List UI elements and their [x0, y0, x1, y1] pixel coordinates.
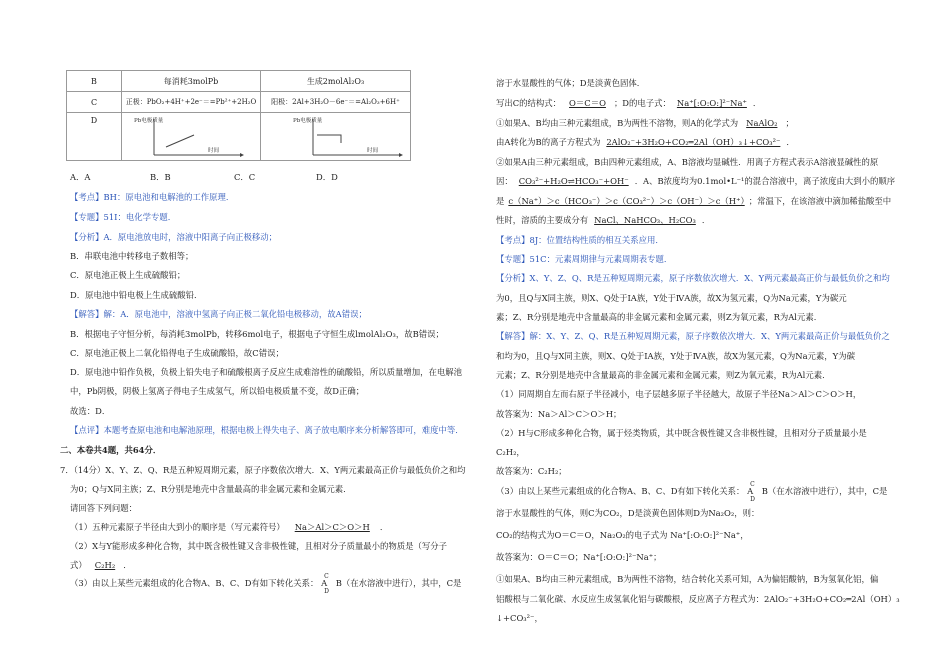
electron-formula: Na⁺[:O:O:]²⁻Na⁺: [583, 552, 654, 562]
transform-arrow: [321, 573, 333, 595]
r2-mid: ；D的电子式：: [613, 98, 671, 108]
r26: ①如果A、B均由三种元素组成，B为两性不溶物，结合转化关系可知，A为偏铝酸钠，B为氢氧化铝，偏: [496, 574, 879, 584]
q1: （1）五种元素原子半径由大到小的顺序是（写元素符号） Na＞Al＞C＞O＞H ．: [70, 522, 389, 532]
r4-answer: 2AlO₂⁻+3H₂O+CO₂═2Al（OH）₃↓+CO₃²⁻: [606, 137, 781, 147]
r12: 为0，且Q与X同主族，则X、Q处于ⅠA族，Y处于ⅣA族，故X为氢元素，Q为Na元素，Y为碳元: [496, 293, 847, 303]
choice-b: B．B: [150, 172, 171, 182]
jieda-c: C．原电池正极上二氧化铅得电子生成硫酸铅，故C错误；: [70, 348, 284, 358]
r9: 【考点】8J：位置结构性质的相互关系应用．: [496, 235, 664, 245]
q2-text: 式）: [70, 560, 87, 570]
table-row: [67, 71, 411, 92]
electron-formula: Na⁺[:O:O:]²⁻Na⁺: [676, 98, 747, 108]
q2-line2: 式） C₂H₂ ．: [70, 560, 132, 570]
arrow-a: A: [321, 578, 328, 588]
r3: ①如果A、B均由三种元素组成，B为两性不溶物，则A的化学式为 NaAlO₂ ；: [496, 118, 794, 128]
graph-ylabel: Pb电极质量: [293, 118, 323, 124]
r8-answer: NaCl、NaHCO₃、H₂CO₃: [594, 215, 696, 225]
fenxi-b: B．串联电池中转移电子数相等；: [70, 251, 194, 261]
r3-answer: NaAlO₂: [746, 118, 778, 128]
options-table: [66, 70, 411, 161]
jieda-d1: D．原电池中铅作负极，负极上铅失电子和硫酸根离子反应生成难溶性的硫酸铅，所以质量增加，在电解池: [70, 367, 462, 377]
r17: （1）同周期自左而右原子半径减小，电子层越多原子半径越大，故原子半径Na＞Al＞C＞O＞H，: [496, 389, 862, 399]
cell-b: 生成2molAl₂O₃: [261, 71, 411, 92]
r10: 【专题】51C：元素周期律与元素周期表专题．: [496, 254, 673, 264]
x-arrow: [240, 153, 244, 157]
r8: 性时，溶质的主要成分有 NaCl、NaHCO₃、H₂CO₃ ．: [496, 215, 711, 225]
r14: 【解答】解：X、Y、Z、Q、R是五种短周期元素，原子序数依次增大．X、Y两元素最高正价与最低负价之: [496, 331, 890, 341]
r28: ↓+CO₃²⁻，: [496, 613, 543, 623]
cell-a: 每消耗3molPb: [122, 71, 261, 92]
r8-pre: 性时，溶质的主要成分有: [496, 215, 589, 225]
r1: 溶于水显酸性的气体；D是淡黄色固体．: [496, 78, 646, 88]
arrow-bottom: D: [324, 588, 329, 595]
r7-pre: 是: [496, 196, 505, 206]
fenxi: 【分析】A．原电池放电时，溶液中阳离子向正极移动；: [70, 232, 278, 242]
r25-pre: 故答案为：O＝C＝O；: [496, 552, 584, 562]
r19: （2）H与C形成多种化合物，属于烃类物质，其中既含极性键又含非极性键，且相对分子质量最小是: [496, 428, 867, 438]
r5: ②如果A由三种元素组成，B由四种元素组成，A、B溶液均显碱性．用离子方程式表示A溶液显碱性的原: [496, 157, 879, 167]
q7-line1: 7．（14分）X、Y、Z、Q、R是五种短周期元素，原子序数依次增大．X、Y两元素最高正价与最低负价之和均: [60, 465, 466, 475]
graph-a: [128, 113, 248, 159]
mass-curve: [317, 135, 341, 143]
x-arrow: [399, 153, 403, 157]
r2-pre: 写出C的结构式：: [496, 98, 562, 108]
r27: 铝酸根与二氧化碳、水反应生成氢氧化铝与碳酸根，反应离子方程式为：2AlO₂⁻+3H₂O+CO₂═2Al（OH）₃: [496, 594, 900, 604]
mass-curve: [166, 135, 194, 147]
r22-post: B（在水溶液中进行），其中，C是: [761, 486, 888, 496]
kaodian: 【考点】BH：原电池和电解池的工作原理．: [70, 192, 235, 202]
guxuan: 故选：D．: [70, 406, 111, 416]
arrow-bottom: D: [750, 496, 755, 503]
r15: 和均为0，且Q与X同主族，则X、Q处于ⅠA族，Y处于ⅣA族，故X为氢元素，Q为Na元素，Y为碳: [496, 351, 855, 361]
cell-graph-b: [261, 113, 411, 161]
r2-answer: O＝C＝O: [569, 98, 606, 108]
jieda-b: B．根据电子守恒分析，每消耗3molPb，转移6mol电子，根据电子守恒生成lmolAl₂O₃，故B错误；: [70, 329, 444, 339]
fenxi-c: C．原电池正极上生成硫酸铅；: [70, 270, 186, 280]
q3-text2: B（在水溶液中进行），其中，C是: [335, 578, 462, 588]
choice-c: C．C: [234, 172, 256, 182]
r16: 元素；Z、R分别是地壳中含量最高的非金属元素和金属元素，则Z为氧元素，R为Al元素．: [496, 370, 831, 380]
choice-d: D．D: [316, 172, 338, 182]
fenxi-d: D．原电池中铅电极上生成硫酸铅．: [70, 290, 203, 300]
q7-line3: 请回答下列问题：: [70, 503, 137, 513]
r2: 写出C的结构式： O＝C＝O ；D的电子式： Na⁺[:O:O:]²⁻Na⁺ ．: [496, 98, 762, 108]
r23: 溶于水显酸性的气体，则C为CO₂，D是淡黄色固体则D为Na₂O₂，则：: [496, 508, 760, 518]
r4-pre: 由A转化为B的离子方程式为: [496, 137, 601, 147]
r21: 故答案为：C₂H₂；: [496, 466, 567, 476]
section-heading: 二、本卷共4题，共64分．: [60, 445, 162, 455]
r22-pre: （3）由以上某些元素组成的化合物A、B、C、D有如下转化关系：: [496, 486, 745, 496]
choice-a: A．A: [70, 172, 91, 182]
row-label: C: [67, 92, 122, 113]
jieda-a: 【解答】解：A．原电池中，溶液中氢离子向正极二氧化铅电极移动，故A错误；: [70, 309, 367, 319]
graph-xlabel: 时间: [208, 148, 220, 154]
q7-line2: 为0；Q与X同主族；Z、R分别是地壳中含量最高的非金属元素和金属元素．: [70, 484, 352, 494]
q1-answer: Na＞Al＞C＞O＞H: [294, 522, 370, 532]
r7: [496, 196, 891, 207]
electron-formula: Na⁺[:O:O:]²⁻Na⁺: [670, 530, 741, 540]
cell-b: 阳极：2Al+3H₂O－6e⁻＝=Al₂O₃+6H⁺: [261, 92, 411, 113]
cell-graph-a: [122, 113, 261, 161]
table-row: [67, 92, 411, 113]
r6-answer: CO₃²⁻+H₂O⇌HCO₃⁻+OH⁻: [518, 176, 629, 186]
r4: 由A转化为B的离子方程式为 2AlO₂⁻+3H₂O+CO₂═2Al（OH）₃↓+CO₃²⁻ ．: [496, 137, 795, 147]
graph-b: [287, 113, 407, 159]
r18: 故答案为：Na＞Al＞C＞O＞H；: [496, 409, 622, 419]
q2-answer: C₂H₂: [94, 560, 116, 570]
q3-text: （3）由以上某些元素组成的化合物A、B、C、D有如下转化关系：: [70, 578, 319, 588]
r25: 故答案为：O＝C＝O；Na⁺[:O:O:]²⁻Na⁺；: [496, 552, 662, 562]
q3-line: [70, 573, 462, 595]
r7-answer: c（Na⁺）＞c（HCO₃⁻）＞c（CO₃²⁻）＞c（OH⁻）＞c（H⁺）: [508, 196, 745, 206]
q2-line1: （2）X与Y能形成多种化合物，其中既含极性键又含非极性键，且相对分子质量最小的物质是（写分子: [70, 541, 447, 551]
r11: 【分析】X、Y、Z、Q、R是五种短周期元素，原子序数依次增大．X、Y两元素最高正价与最低负价之和均: [496, 273, 890, 283]
zhuanti: 【专题】51I：电化学专题．: [70, 212, 177, 222]
dianping: 【点评】本题考查原电池和电解池原理，根据电极上得失电子、离子放电顺序来分析解答即可，难度中等．: [70, 425, 464, 435]
q1-text: （1）五种元素原子半径由大到小的顺序是（写元素符号）: [70, 522, 285, 532]
r24-pre: CO₂的结构式为O＝C＝O，Na₂O₂的电子式为: [496, 530, 668, 540]
r20: C₂H₂，: [496, 447, 525, 457]
r22: [496, 481, 888, 503]
arrow-top: C: [750, 481, 755, 488]
table-row: [67, 113, 411, 161]
jieda-d2: 中，Pb阴极，阴极上氢离子得电子生成氢气，所以铅电极质量不变，故D正确；: [70, 386, 365, 396]
r7-post: ；常温下，在该溶液中滴加稀盐酸至中: [748, 196, 892, 206]
r3-pre: ①如果A、B均由三种元素组成，B为两性不溶物，则A的化学式为: [496, 118, 739, 128]
r13: 素；Z、R分别是地壳中含量最高的非金属元素和金属元素，则Z为氧元素，R为Al元素．: [496, 312, 823, 322]
arrow-a: A: [747, 486, 754, 496]
row-label: D: [67, 113, 122, 161]
transform-arrow: [747, 481, 759, 503]
row-label: B: [67, 71, 122, 92]
r6: [496, 176, 895, 187]
graph-ylabel: Pb电极质量: [134, 118, 164, 124]
cell-a: 正极：PbO₂+4H⁺+2e⁻＝=Pb²⁺+2H₂O: [122, 92, 261, 113]
r6-post: ．A、B浓度均为0.1mol•L⁻¹的混合溶液中，离子浓度由大到小的顺序: [634, 176, 896, 186]
r24: CO₂的结构式为O＝C＝O，Na₂O₂的电子式为 Na⁺[:O:O:]²⁻Na⁺，: [496, 530, 749, 540]
r6-pre: 因：: [496, 176, 513, 186]
graph-xlabel: 时间: [367, 148, 379, 154]
arrow-top: C: [324, 573, 329, 580]
